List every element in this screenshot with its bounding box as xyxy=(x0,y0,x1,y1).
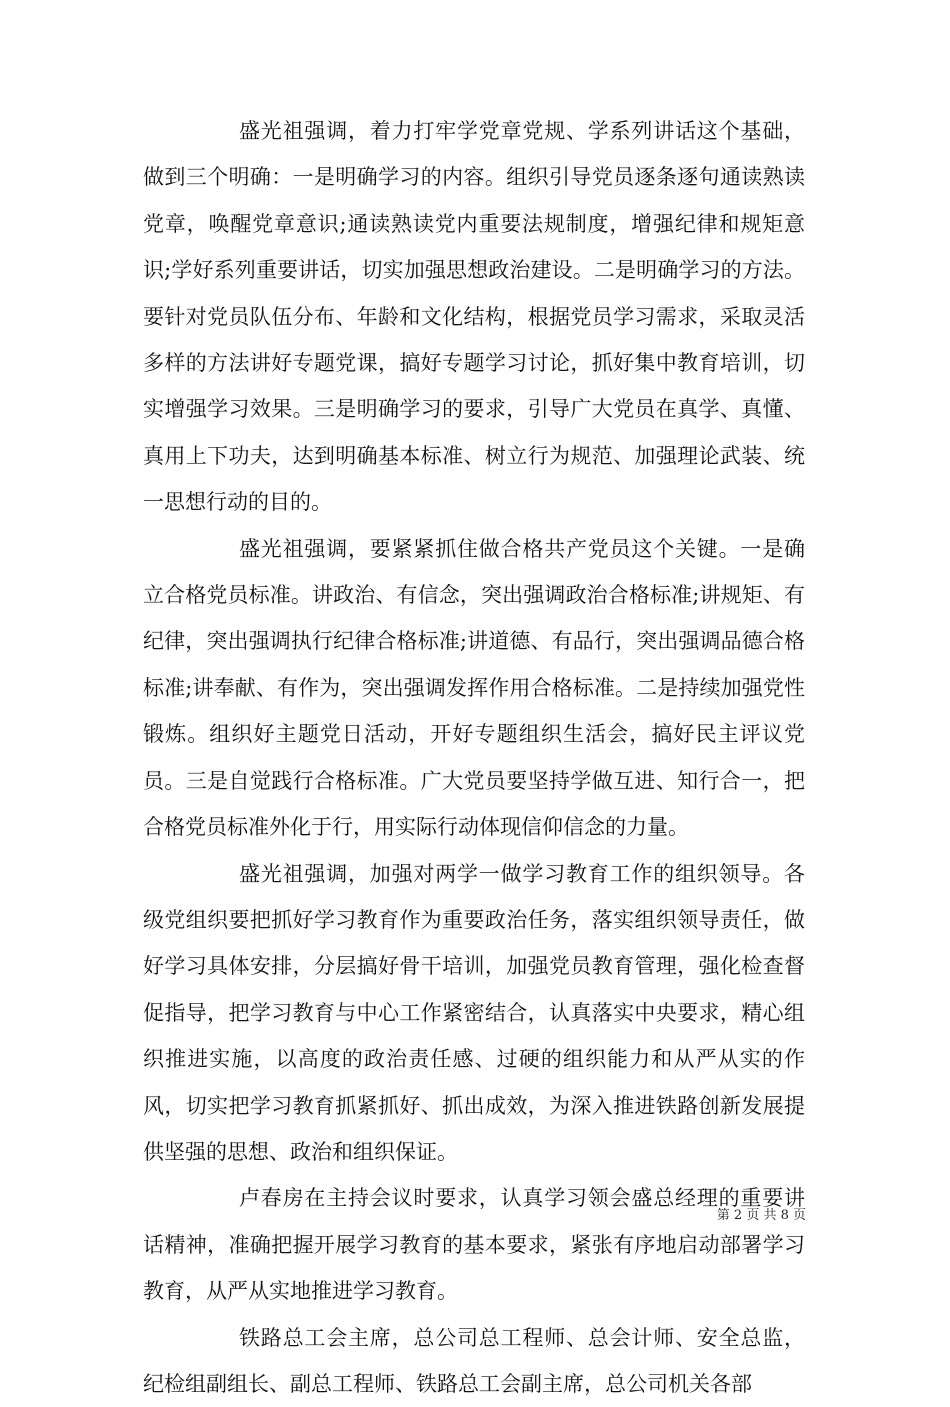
page-number-footer: 第 2 页 共 8 页 xyxy=(716,1208,806,1223)
paragraph-1: 盛光祖强调，着力打牢学党章党规、学系列讲话这个基础，做到三个明确：一是明确学习的内容。组织引导党员逐条逐句通读熟读党章，唤醒党章意识;通读熟读党内重要法规制度，增强纪律和规矩意识;学好系列重要讲话，切实加强思想政治建设。二是明确学习的方法。要针对党员队伍分布、年龄和文化结构，根据党员学习需求，采取灵活多样的方法讲好专题党课，搞好专题学习讨论，抓好集中教育培训，切实增强学习效果。三是明确学习的要求，引导广大党员在真学、真懂、真用上下功夫，达到明确基本标准、树立行为规范、加强理论武装、统一思想行动的目的。 xyxy=(143,119,805,515)
paragraph-2: 盛光祖强调，要紧紧抓住做合格共产党员这个关键。一是确立合格党员标准。讲政治、有信念，突出强调政治合格标准;讲规矩、有纪律，突出强调执行纪律合格标准;讲道德、有品行，突出强调品德合格标准;讲奉献、有作为，突出强调发挥作用合格标准。二是持续加强党性锻炼。组织好主题党日活动，开好专题组织生活会，搞好民主评议党员。三是自觉践行合格标准。广大党员要坚持学做互进、知行合一，把合格党员标准外化于行，用实际行动体现信仰信念的力量。 xyxy=(143,536,805,840)
paragraph-3: 盛光祖强调，加强对两学一做学习教育工作的组织领导。各级党组织要把抓好学习教育作为重要政治任务，落实组织领导责任，做好学习具体安排，分层搞好骨干培训，加强党员教育管理，强化检查督促指导，把学习教育与中心工作紧密结合，认真落实中央要求，精心组织推进实施，以高度的政治责任感、过硬的组织能力和从严从实的作风，切实把学习教育抓紧抓好、抓出成效，为深入推进铁路创新发展提供坚强的思想、政治和组织保证。 xyxy=(143,861,805,1164)
paragraph-4: 卢春房在主持会议时要求，认真学习领会盛总经理的重要讲话精神，准确把握开展学习教育的基本要求，紧张有序地启动部署学习教育，从严从实地推进学习教育。 xyxy=(143,1186,805,1304)
document-body xyxy=(143,108,805,1407)
paragraph-5: 铁路总工会主席，总公司总工程师、总会计师、安全总监，纪检组副组长、副总工程师、铁路总工会副主席，总公司机关各部 xyxy=(143,1325,805,1396)
